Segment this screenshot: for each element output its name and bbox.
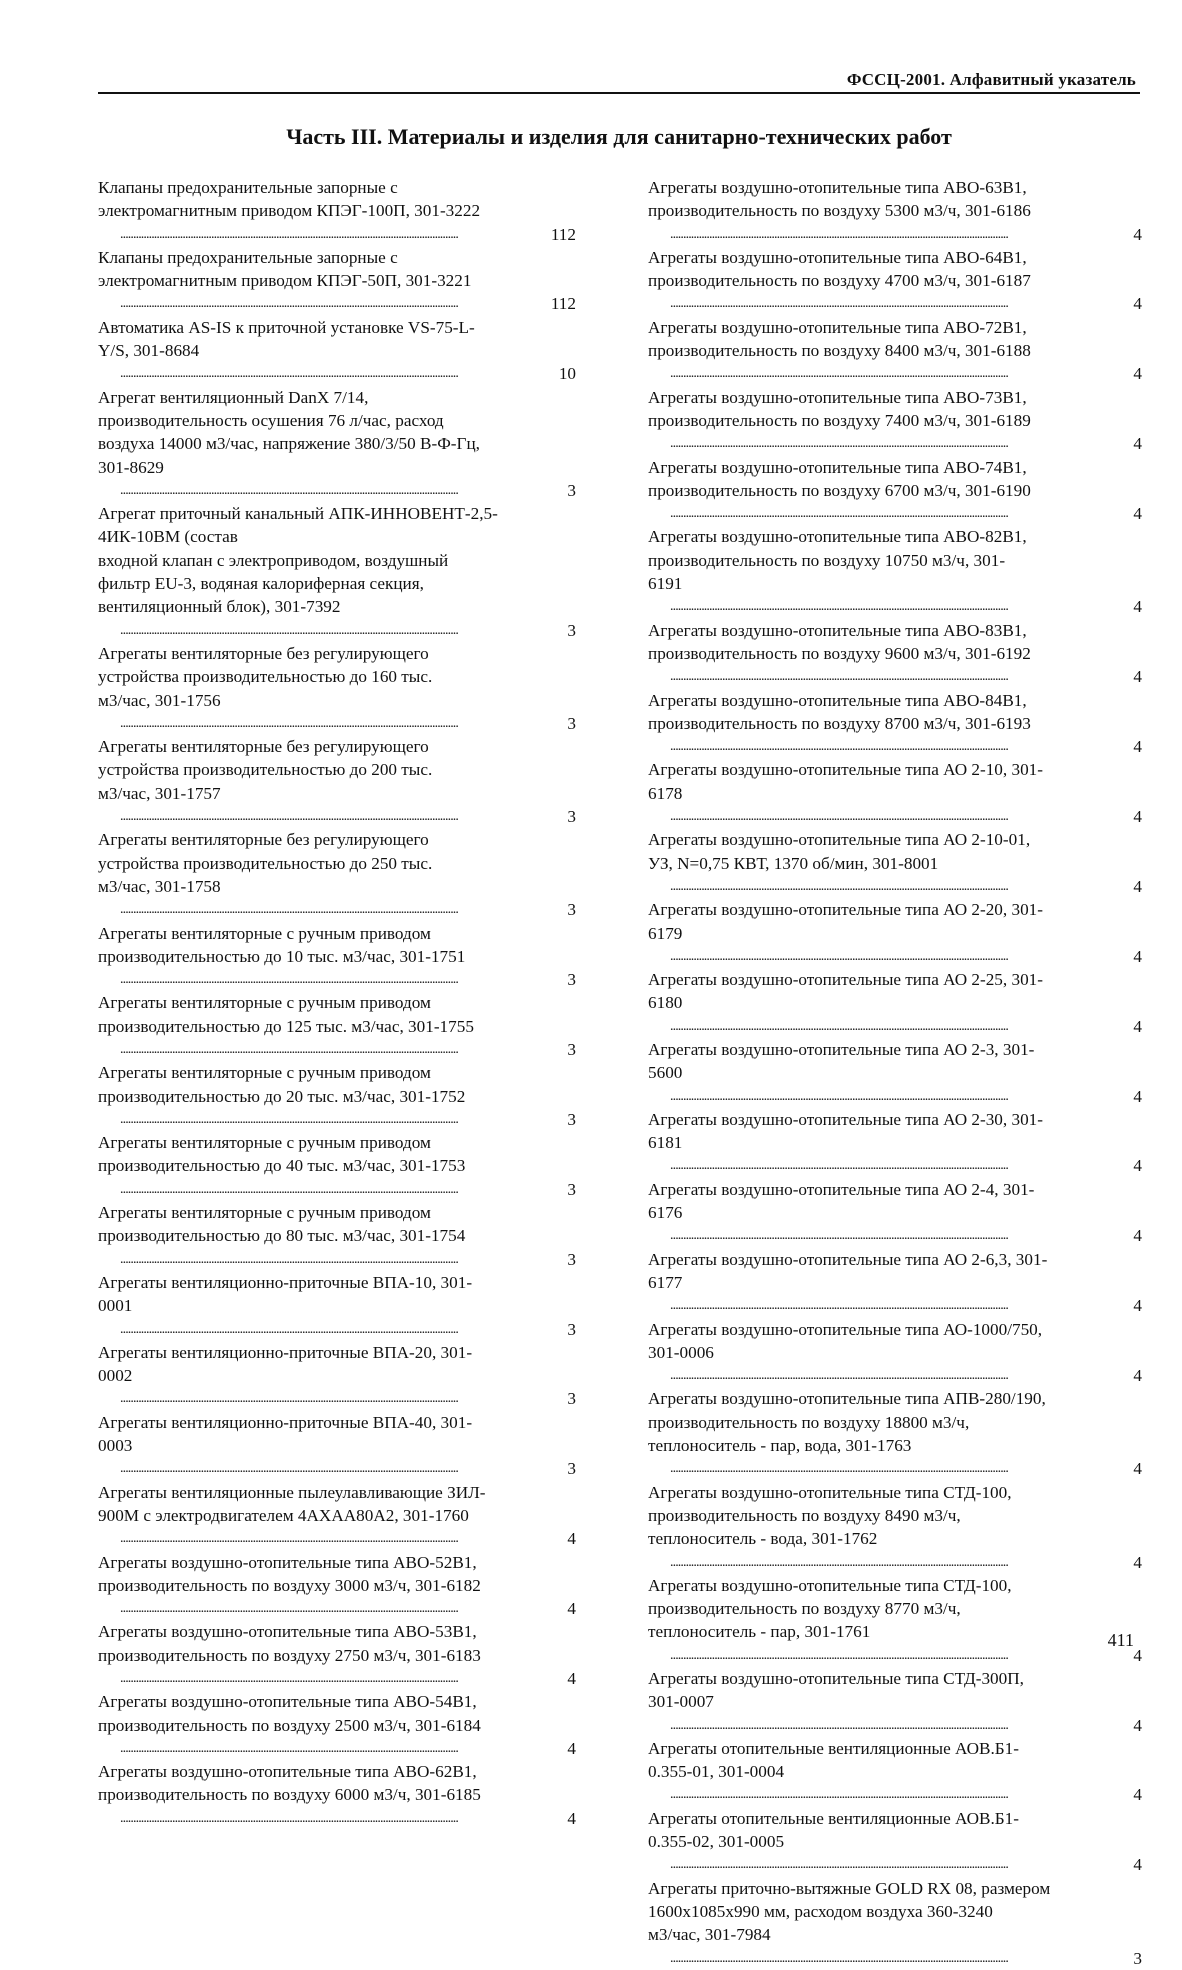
entry-page-ref: . . . 10 <box>555 362 576 385</box>
entry-line: Агрегаты воздушно-отопительные типа АВО-54В1, <box>98 1692 477 1712</box>
entry-line: Агрегаты воздушно-отопительные типа АО 2-20, 301- <box>648 900 1044 920</box>
entry-line: электромагнитным приводом КПЭГ-100П, 301-3222 <box>98 201 481 221</box>
index-entry <box>98 735 576 828</box>
index-entry <box>648 1574 1142 1667</box>
entry-line: 0001 <box>98 1296 133 1316</box>
entry-line: Агрегаты воздушно-отопительные типа СТД-100, <box>648 1575 1012 1595</box>
dot-leader <box>120 1387 576 1410</box>
dot-leader <box>670 292 1142 315</box>
entry-page-ref: . . . 4 <box>1129 432 1142 455</box>
entry-line: Агрегаты воздушно-отопительные типа АО 2-4, 301- <box>648 1179 1035 1199</box>
dot-leader <box>670 362 1142 385</box>
entry-line: производительность по воздуху 5300 м3/ч, 301-6186 <box>648 201 1031 221</box>
dot-leader <box>120 1248 576 1271</box>
index-entry <box>648 246 1142 316</box>
entry-line: производительность по воздуху 9600 м3/ч, 301-6192 <box>648 643 1031 663</box>
index-entry <box>98 386 576 502</box>
index-entry <box>648 1178 1142 1248</box>
index-entry <box>648 898 1142 968</box>
entry-page-ref: . . . 4 <box>563 1597 576 1620</box>
entry-line: теплоноситель - пар, вода, 301-1763 <box>648 1436 912 1456</box>
dot-leader <box>120 362 576 385</box>
entry-line: производительность по воздуху 6000 м3/ч, 301-6185 <box>98 1785 481 1805</box>
index-entry <box>648 1108 1142 1178</box>
entry-line: 4ИК-10ВМ (состав <box>98 527 238 547</box>
index-entry <box>648 1481 1142 1574</box>
entry-page-ref: . . . 3 <box>563 712 576 735</box>
entry-page-ref: . . . 4 <box>1129 1085 1142 1108</box>
dot-leader <box>670 1015 1142 1038</box>
entry-line: производительность по воздуху 4700 м3/ч, 301-6187 <box>648 271 1031 291</box>
index-entry <box>98 1690 576 1760</box>
entry-page-ref: . . . 4 <box>1129 362 1142 385</box>
entry-line: фильтр EU-3, водяная калориферная секция, <box>98 574 424 594</box>
entry-line: Агрегаты воздушно-отопительные типа АВО-62В1, <box>98 1762 477 1782</box>
index-entry <box>648 1667 1142 1737</box>
entry-line: 0.355-02, 301-0005 <box>648 1832 785 1852</box>
entry-page-ref: . . . 3 <box>563 1457 576 1480</box>
entry-page-ref: . . . 112 <box>547 223 576 246</box>
entry-line: Агрегаты воздушно-отопительные типа АВО-83В1, <box>648 620 1027 640</box>
entry-page-ref: . . . 3 <box>563 968 576 991</box>
index-entry <box>648 1737 1142 1807</box>
dot-leader <box>670 1644 1142 1667</box>
entry-line: производительность по воздуху 8490 м3/ч, <box>648 1505 961 1525</box>
entry-page-ref: . . . 4 <box>1129 1551 1142 1574</box>
entry-line: производительность по воздуху 10750 м3/ч, 301- <box>648 550 1006 570</box>
dot-leader <box>670 1154 1142 1177</box>
entry-line: производительностью до 80 тыс. м3/час, 301-1754 <box>98 1226 466 1246</box>
entry-page-ref: . . . 3 <box>563 1108 576 1131</box>
entry-line: Агрегаты воздушно-отопительные типа АВО-84В1, <box>648 690 1027 710</box>
entry-line: Агрегаты вентиляторные с ручным приводом <box>98 1063 431 1083</box>
entry-line: 6191 <box>648 574 683 594</box>
dot-leader <box>120 898 576 921</box>
entry-line: 6179 <box>648 923 683 943</box>
entry-page-ref: . . . 4 <box>1129 735 1142 758</box>
index-entry <box>98 1061 576 1131</box>
entry-page-ref: . . . 4 <box>1129 875 1142 898</box>
index-entry <box>648 176 1142 246</box>
entry-line: 6176 <box>648 1203 683 1223</box>
entry-page-ref: . . . 4 <box>1129 665 1142 688</box>
index-entry <box>98 1760 576 1830</box>
index-entry <box>648 386 1142 456</box>
entry-line: производительность по воздуху 8770 м3/ч, <box>648 1599 961 1619</box>
dot-leader <box>670 432 1142 455</box>
entry-page-ref: . . . 4 <box>563 1807 576 1830</box>
entry-line: Агрегаты воздушно-отопительные типа АО 2-10, 301- <box>648 760 1044 780</box>
index-entry <box>648 316 1142 386</box>
entry-page-ref: . . . 4 <box>1129 1714 1142 1737</box>
entry-page-ref: . . . 4 <box>563 1667 576 1690</box>
dot-leader <box>120 712 576 735</box>
entry-line: производительность по воздуху 7400 м3/ч, 301-6189 <box>648 410 1031 430</box>
entry-line: 301-0006 <box>648 1342 714 1362</box>
entry-page-ref: . . . 4 <box>1129 945 1142 968</box>
entry-page-ref: . . . 3 <box>563 479 576 502</box>
dot-leader <box>670 875 1142 898</box>
entry-line: производительность по воздуху 2500 м3/ч, 301-6184 <box>98 1715 481 1735</box>
entry-line: производительностью до 10 тыс. м3/час, 301-1751 <box>98 946 466 966</box>
dot-leader <box>670 1853 1142 1876</box>
entry-line: производительность по воздуху 18800 м3/ч, <box>648 1412 970 1432</box>
entry-page-ref: . . . 4 <box>1129 1015 1142 1038</box>
entry-line: Агрегаты вентиляторные с ручным приводом <box>98 1203 431 1223</box>
entry-line: устройства производительностью до 250 тыс. <box>98 853 433 873</box>
entry-line: 6181 <box>648 1133 683 1153</box>
entry-line: Агрегат вентиляционный DanX 7/14, <box>98 387 369 407</box>
dot-leader <box>120 292 576 315</box>
index-entry <box>648 1877 1142 1970</box>
entry-line: Агрегаты вентиляторные без регулирующего <box>98 643 429 663</box>
entry-line: 301-8629 <box>98 457 164 477</box>
index-entry <box>648 456 1142 526</box>
dot-leader <box>670 1947 1142 1970</box>
entry-line: производительность по воздуху 3000 м3/ч, 301-6182 <box>98 1575 481 1595</box>
dot-leader <box>670 665 1142 688</box>
index-entry <box>648 968 1142 1038</box>
index-entry <box>648 1038 1142 1108</box>
entry-page-ref: . . . 112 <box>547 292 576 315</box>
entry-line: м3/час, 301-7984 <box>648 1925 771 1945</box>
entry-line: вентиляционный блок), 301-7392 <box>98 597 341 617</box>
dot-leader <box>120 1318 576 1341</box>
entry-line: Клапаны предохранительные запорные с <box>98 247 398 267</box>
entry-line: 0003 <box>98 1436 133 1456</box>
entry-page-ref: . . . 4 <box>1129 1644 1142 1667</box>
entry-line: воздуха 14000 м3/час, напряжение 380/3/50 В-Ф-Гц, <box>98 434 480 454</box>
entry-line: Агрегаты воздушно-отопительные типа АВО-52В1, <box>98 1552 477 1572</box>
dot-leader <box>670 1294 1142 1317</box>
entry-page-ref: . . . 4 <box>1129 502 1142 525</box>
index-entry <box>98 176 576 246</box>
entry-page-ref: . . . 3 <box>563 1038 576 1061</box>
entry-line: Агрегаты вентиляторные с ручным приводом <box>98 1133 431 1153</box>
entry-line: 900М с электродвигателем 4АХАА80А2, 301-1760 <box>98 1505 469 1525</box>
entry-line: Агрегаты вентиляционно-приточные ВПА-20, 301- <box>98 1342 473 1362</box>
entry-page-ref: . . . 3 <box>563 1387 576 1410</box>
entry-line: входной клапан с электроприводом, воздушный <box>98 550 449 570</box>
entry-line: производительностью до 20 тыс. м3/час, 301-1752 <box>98 1086 466 1106</box>
dot-leader <box>120 1038 576 1061</box>
index-entry <box>98 1481 576 1551</box>
index-entry <box>648 828 1142 898</box>
index-entry <box>98 1551 576 1621</box>
entry-page-ref: . . . 4 <box>1129 1224 1142 1247</box>
entry-page-ref: . . . 4 <box>1129 1364 1142 1387</box>
entry-line: м3/час, 301-1756 <box>98 690 221 710</box>
entry-line: Агрегаты вентиляционно-приточные ВПА-10, 301- <box>98 1272 473 1292</box>
entry-line: 301-0007 <box>648 1692 714 1712</box>
entry-page-ref: . . . 4 <box>1129 1294 1142 1317</box>
dot-leader <box>670 1714 1142 1737</box>
dot-leader <box>120 1457 576 1480</box>
dot-leader <box>120 1178 576 1201</box>
entry-line: Агрегаты воздушно-отопительные типа АВО-82В1, <box>648 527 1027 547</box>
entry-page-ref: . . . 3 <box>563 619 576 642</box>
entry-line: Агрегаты воздушно-отопительные типа АВО-53В1, <box>98 1622 477 1642</box>
entry-line: Агрегаты воздушно-отопительные типа АО 2-30, 301- <box>648 1109 1044 1129</box>
part-title: Часть III. Материалы и изделия для санитарно-технических работ <box>286 124 952 149</box>
index-entry <box>98 1620 576 1690</box>
entry-line: Агрегаты воздушно-отопительные типа АВО-63В1, <box>648 178 1027 197</box>
dot-leader <box>670 1364 1142 1387</box>
entry-line: производительностью до 40 тыс. м3/час, 301-1753 <box>98 1156 466 1176</box>
entry-line: Агрегаты приточно-вытяжные GOLD RX 08, размером <box>648 1878 1051 1898</box>
entry-line: Агрегаты отопительные вентиляционные АОВ.Б1- <box>648 1808 1019 1828</box>
entry-line: производительность по воздуху 8700 м3/ч, 301-6193 <box>648 713 1031 733</box>
dot-leader <box>120 1807 576 1830</box>
entry-line: 5600 <box>648 1063 683 1083</box>
entry-page-ref: . . . 4 <box>563 1527 576 1550</box>
dot-leader <box>120 479 576 502</box>
entry-line: УЗ, N=0,75 КВТ, 1370 об/мин, 301-8001 <box>648 853 939 873</box>
entry-line: устройства производительностью до 160 тыс. <box>98 667 433 687</box>
entry-page-ref: . . . 4 <box>1129 223 1142 246</box>
index-entry <box>648 1248 1142 1318</box>
entry-page-ref: . . . 4 <box>1129 1457 1142 1480</box>
dot-leader <box>670 805 1142 828</box>
index-entry <box>648 1318 1142 1388</box>
entry-page-ref: . . . 4 <box>1129 805 1142 828</box>
entry-line: производительность по воздуху 6700 м3/ч, 301-6190 <box>648 480 1031 500</box>
entry-line: Агрегаты отопительные вентиляционные АОВ.Б1- <box>648 1738 1019 1758</box>
dot-leader <box>670 1551 1142 1574</box>
entry-line: Агрегаты воздушно-отопительные типа АО 2-3, 301- <box>648 1039 1035 1059</box>
dot-leader <box>120 1108 576 1131</box>
index-entry <box>98 246 576 316</box>
dot-leader <box>670 1085 1142 1108</box>
entry-page-ref: . . . 4 <box>1129 1154 1142 1177</box>
index-entry <box>98 1341 576 1411</box>
dot-leader <box>670 595 1142 618</box>
index-entry <box>648 1807 1142 1877</box>
entry-page-ref: . . . 4 <box>1129 292 1142 315</box>
dot-leader <box>670 1783 1142 1806</box>
entry-line: Агрегаты воздушно-отопительные типа АО-1000/750, <box>648 1319 1043 1339</box>
entry-line: 0002 <box>98 1366 133 1386</box>
entry-line: теплоноситель - вода, 301-1762 <box>648 1529 878 1549</box>
entry-page-ref: . . . 4 <box>563 1737 576 1760</box>
entry-line: 6178 <box>648 783 683 803</box>
index-entry <box>98 922 576 992</box>
dot-leader <box>120 223 576 246</box>
page-number: 411 <box>1107 1630 1134 1650</box>
index-entry <box>98 1201 576 1271</box>
index-entry <box>648 525 1142 618</box>
index-entry <box>98 991 576 1061</box>
entry-page-ref: . . . 3 <box>1129 1947 1142 1970</box>
dot-leader <box>670 1457 1142 1480</box>
entry-line: Агрегаты вентиляционно-приточные ВПА-40, 301- <box>98 1412 473 1432</box>
index-column-right <box>648 176 1142 1970</box>
entry-line: Агрегаты воздушно-отопительные типа АВО-74В1, <box>648 457 1027 477</box>
dot-leader <box>670 945 1142 968</box>
dot-leader <box>120 805 576 828</box>
index-entry <box>98 502 576 642</box>
entry-line: м3/час, 301-1757 <box>98 783 221 803</box>
entry-page-ref: . . . 3 <box>563 1248 576 1271</box>
entry-line: Агрегаты воздушно-отопительные типа АВО-72В1, <box>648 317 1027 337</box>
dot-leader <box>120 1667 576 1690</box>
entry-line: 6177 <box>648 1272 683 1292</box>
entry-line: устройства производительностью до 200 тыс. <box>98 760 433 780</box>
entry-line: производительностью до 125 тыс. м3/час, 301-1755 <box>98 1016 474 1036</box>
entry-line: Агрегат приточный канальный АПК-ИННОВЕНТ-2,5- <box>98 504 498 524</box>
index-entry <box>648 619 1142 689</box>
entry-line: электромагнитным приводом КПЭГ-50П, 301-3221 <box>98 271 472 291</box>
index-entry <box>648 689 1142 759</box>
entry-page-ref: . . . 4 <box>1129 1853 1142 1876</box>
entry-line: м3/час, 301-1758 <box>98 876 221 896</box>
entry-line: Агрегаты воздушно-отопительные типа АПВ-280/190, <box>648 1389 1046 1409</box>
entry-line: 0.355-01, 301-0004 <box>648 1762 785 1782</box>
entry-line: теплоноситель - пар, 301-1761 <box>648 1622 871 1642</box>
dot-leader <box>120 1737 576 1760</box>
entry-page-ref: . . . 3 <box>563 1318 576 1341</box>
entry-line: Агрегаты вентиляционные пылеулавливающие ЗИЛ- <box>98 1482 486 1502</box>
entry-line: производительность по воздуху 8400 м3/ч, 301-6188 <box>648 341 1031 361</box>
entry-line: Y/S, 301-8684 <box>98 341 200 361</box>
index-column-left <box>98 176 576 1830</box>
entry-line: производительность осушения 76 л/час, расход <box>98 410 444 430</box>
header-rule <box>98 92 1140 94</box>
index-entry <box>648 758 1142 828</box>
index-entry <box>98 316 576 386</box>
entry-line: Агрегаты воздушно-отопительные типа АВО-73В1, <box>648 387 1027 407</box>
entry-page-ref: . . . 3 <box>563 805 576 828</box>
index-entry <box>98 642 576 735</box>
entry-line: Агрегаты воздушно-отопительные типа АО 2-25, 301- <box>648 970 1044 990</box>
dot-leader <box>120 1597 576 1620</box>
dot-leader <box>120 619 576 642</box>
index-entry <box>98 1131 576 1201</box>
entry-line: Агрегаты вентиляторные с ручным приводом <box>98 993 431 1013</box>
entry-page-ref: . . . 4 <box>1129 595 1142 618</box>
entry-line: Агрегаты воздушно-отопительные типа АВО-64В1, <box>648 247 1027 267</box>
dot-leader <box>120 968 576 991</box>
entry-line: Клапаны предохранительные запорные с <box>98 178 398 197</box>
index-entry <box>98 1271 576 1341</box>
entry-line: Автоматика AS-IS к приточной установке VS-75-L- <box>98 317 475 337</box>
entry-line: производительность по воздуху 2750 м3/ч, 301-6183 <box>98 1645 481 1665</box>
dot-leader <box>670 735 1142 758</box>
entry-line: Агрегаты воздушно-отопительные типа АО 2-6,3, 301- <box>648 1249 1048 1269</box>
entry-line: Агрегаты воздушно-отопительные типа СТД-100, <box>648 1482 1012 1502</box>
dot-leader <box>670 1224 1142 1247</box>
dot-leader <box>120 1527 576 1550</box>
index-entry <box>98 828 576 921</box>
entry-line: Агрегаты вентиляторные без регулирующего <box>98 830 429 850</box>
index-entry <box>98 1411 576 1481</box>
index-entry <box>648 1387 1142 1480</box>
dot-leader <box>670 223 1142 246</box>
entry-line: 1600х1085х990 мм, расходом воздуха 360-3240 <box>648 1901 993 1921</box>
entry-page-ref: . . . 4 <box>1129 1783 1142 1806</box>
entry-page-ref: . . . 3 <box>563 898 576 921</box>
running-head: ФССЦ-2001. Алфавитный указатель <box>846 70 1136 89</box>
entry-line: Агрегаты вентиляторные без регулирующего <box>98 737 429 757</box>
entry-page-ref: . . . 3 <box>563 1178 576 1201</box>
entry-line: Агрегаты воздушно-отопительные типа СТД-300П, <box>648 1669 1024 1688</box>
entry-line: Агрегаты вентиляторные с ручным приводом <box>98 923 431 943</box>
dot-leader <box>670 502 1142 525</box>
entry-line: Агрегаты воздушно-отопительные типа АО 2-10-01, <box>648 830 1031 850</box>
entry-line: 6180 <box>648 993 683 1013</box>
